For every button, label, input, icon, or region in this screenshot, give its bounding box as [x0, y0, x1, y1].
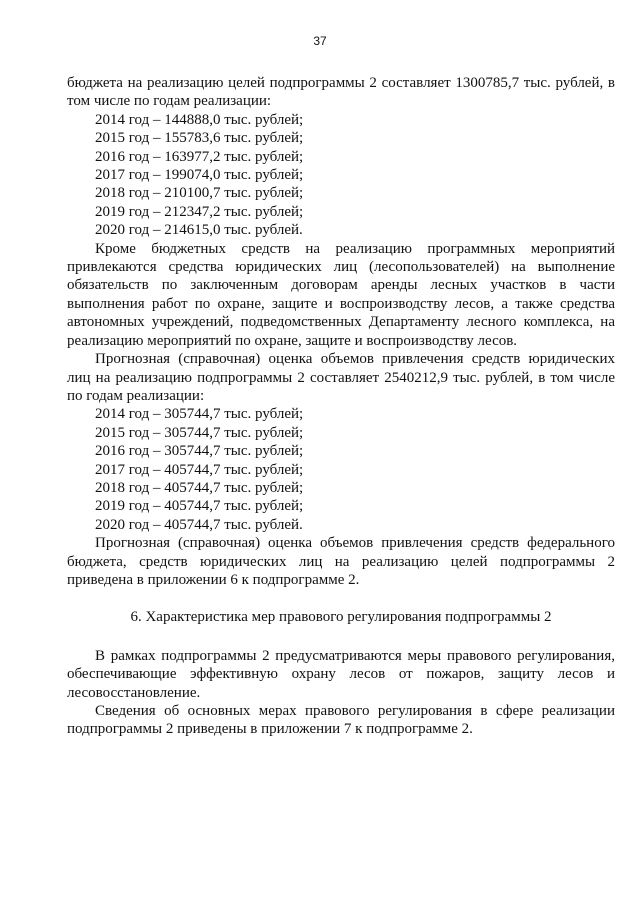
list-item: 2014 год – 144888,0 тыс. рублей;: [95, 111, 304, 128]
list-item: 2016 год – 305744,7 тыс. рублей;: [95, 443, 304, 460]
legal-entities-by-year-list: [67, 405, 615, 534]
budget-by-year-list: [67, 111, 615, 240]
legal-measures-appendix-paragraph: Сведения об основных мерах правового регулирования в сфере реализации подпрограммы 2 приведены в приложении 7 к подпрограмме 2.: [67, 703, 615, 738]
list-item: 2019 год – 405744,7 тыс. рублей;: [95, 498, 304, 515]
list-item: 2014 год – 305744,7 тыс. рублей;: [95, 406, 304, 423]
list-item: 2018 год – 210100,7 тыс. рублей;: [95, 185, 304, 202]
page-number: 37: [313, 34, 327, 48]
list-item: 2017 год – 405744,7 тыс. рублей;: [95, 461, 304, 478]
federal-forecast-paragraph: Прогнозная (справочная) оценка объемов привлечения средств федерального бюджета, средств юридических лиц на реализацию целей подпрограммы 2 приведена в приложении 6 к подпрограмме 2.: [67, 535, 615, 588]
budget-intro-paragraph: бюджета на реализацию целей подпрограммы 2 составляет 1300785,7 тыс. рублей, в том числе по годам реализации:: [67, 75, 615, 110]
list-item: 2015 год – 305744,7 тыс. рублей;: [95, 424, 304, 441]
extra-funds-paragraph: Кроме бюджетных средств на реализацию программных мероприятий привлекаются средства юридических лиц (лесопользователей) на выполнение обязательств по заключенным договорам аренды лесных участков в части выполнения работ по охране, защите и воспроизводству лесов, а также средства автономных учреждений, подведомственных Департаменту лесного комплекса, на реализацию мероприятий по охране, защите и воспроизводству лесов.: [67, 240, 615, 349]
list-item: 2017 год – 199074,0 тыс. рублей;: [95, 167, 304, 184]
list-item: 2015 год – 155783,6 тыс. рублей;: [95, 130, 304, 147]
list-item: 2016 год – 163977,2 тыс. рублей;: [95, 148, 304, 165]
legal-entities-intro-paragraph: Прогнозная (справочная) оценка объемов привлечения средств юридических лиц на реализацию подпрограммы 2 составляет 2540212,9 тыс. рублей, в том числе по годам реализации:: [67, 351, 615, 404]
legal-measures-paragraph: В рамках подпрограммы 2 предусматриваются меры правового регулирования, обеспечивающие эффективную охрану лесов от пожаров, защиту лесов и лесовосстановление.: [67, 647, 615, 701]
list-item: 2019 год – 212347,2 тыс. рублей;: [95, 203, 304, 220]
section-heading: 6. Характеристика мер правового регулирования подпрограммы 2: [130, 609, 552, 626]
list-item: 2020 год – 214615,0 тыс. рублей.: [95, 222, 303, 239]
list-item: 2020 год – 405744,7 тыс. рублей.: [95, 516, 303, 533]
list-item: 2018 год – 405744,7 тыс. рублей;: [95, 479, 304, 496]
document-body: [67, 74, 615, 739]
